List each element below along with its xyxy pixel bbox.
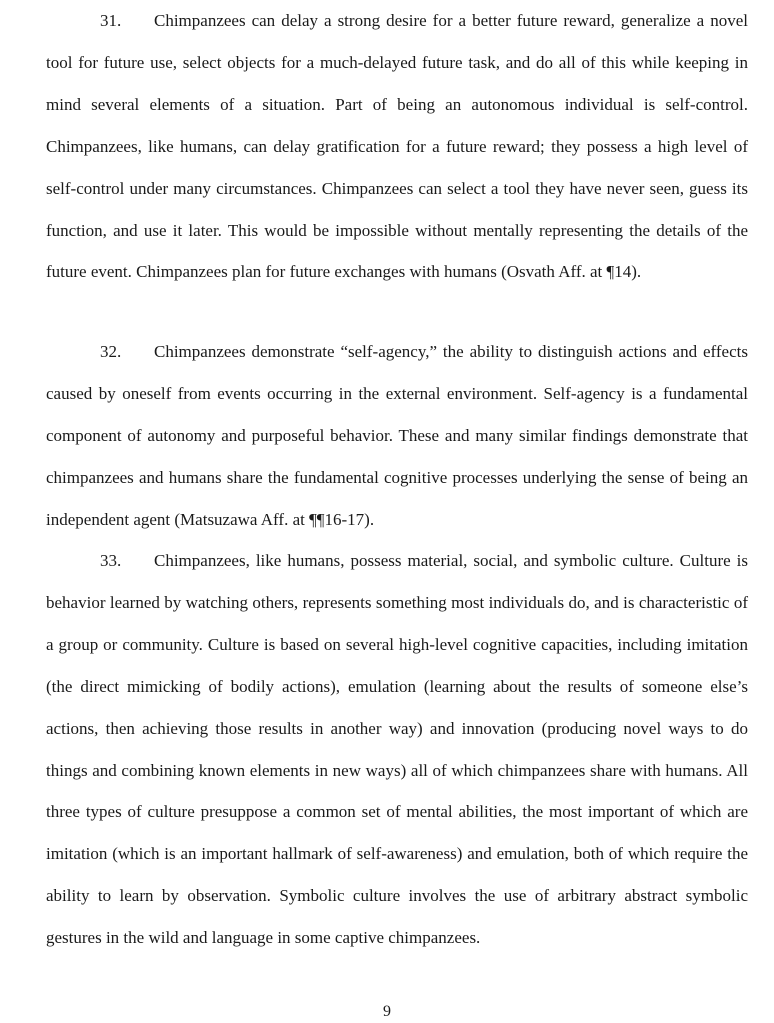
paragraph-number: 31.	[100, 11, 122, 30]
paragraph-text: Chimpanzees can delay a strong desire for a better future reward, generalize a novel tool for future use, select objects for a much-delayed future task, and do all of this while keeping in mind several elements of a situation. Part of being an autonomous individual is self-control. Chimpanzees, like humans, can delay gratification for a future reward; they possess a high level of self-control under many circumstances. Chimpanzees can select a tool they have never seen, guess its function, and use it later. This would be impossible without mentally representing the details of the future event. Chimpanzees plan for future exchanges with humans (Osvath Aff. at ¶14).	[46, 11, 748, 282]
paragraph-33	[46, 540, 748, 959]
paragraph-32	[46, 331, 748, 541]
document-page	[46, 0, 748, 1023]
page-number: 9	[383, 1003, 391, 1020]
paragraph-number: 32.	[100, 342, 122, 361]
paragraph-text: Chimpanzees, like humans, possess material, social, and symbolic culture. Culture is behavior learned by watching others, represents something most individuals do, and is characteristic of a group or community. Culture is based on several high-level cognitive capacities, including imitation (the direct mimicking of bodily actions), emulation (learning about the results of someone else’s actions, then achieving those results in another way) and innovation (producing novel ways to do things and combining known elements in new ways) all of which chimpanzees share with humans. All three types of culture presuppose a common set of mental abilities, the most important of which are imitation (which is an important hallmark of self-awareness) and emulation, both of which require the ability to learn by observation. Symbolic culture involves the use of arbitrary abstract symbolic gestures in the wild and language in some captive chimpanzees.	[46, 551, 748, 948]
paragraph-31	[46, 0, 748, 293]
paragraph-text: Chimpanzees demonstrate “self-agency,” the ability to distinguish actions and effects caused by oneself from events occurring in the external environment. Self-agency is a fundamental component of autonomy and purposeful behavior. These and many similar findings demonstrate that chimpanzees and humans share the fundamental cognitive processes underlying the sense of being an independent agent (Matsuzawa Aff. at ¶¶16-17).	[46, 342, 748, 529]
paragraph-number: 33.	[100, 551, 122, 570]
